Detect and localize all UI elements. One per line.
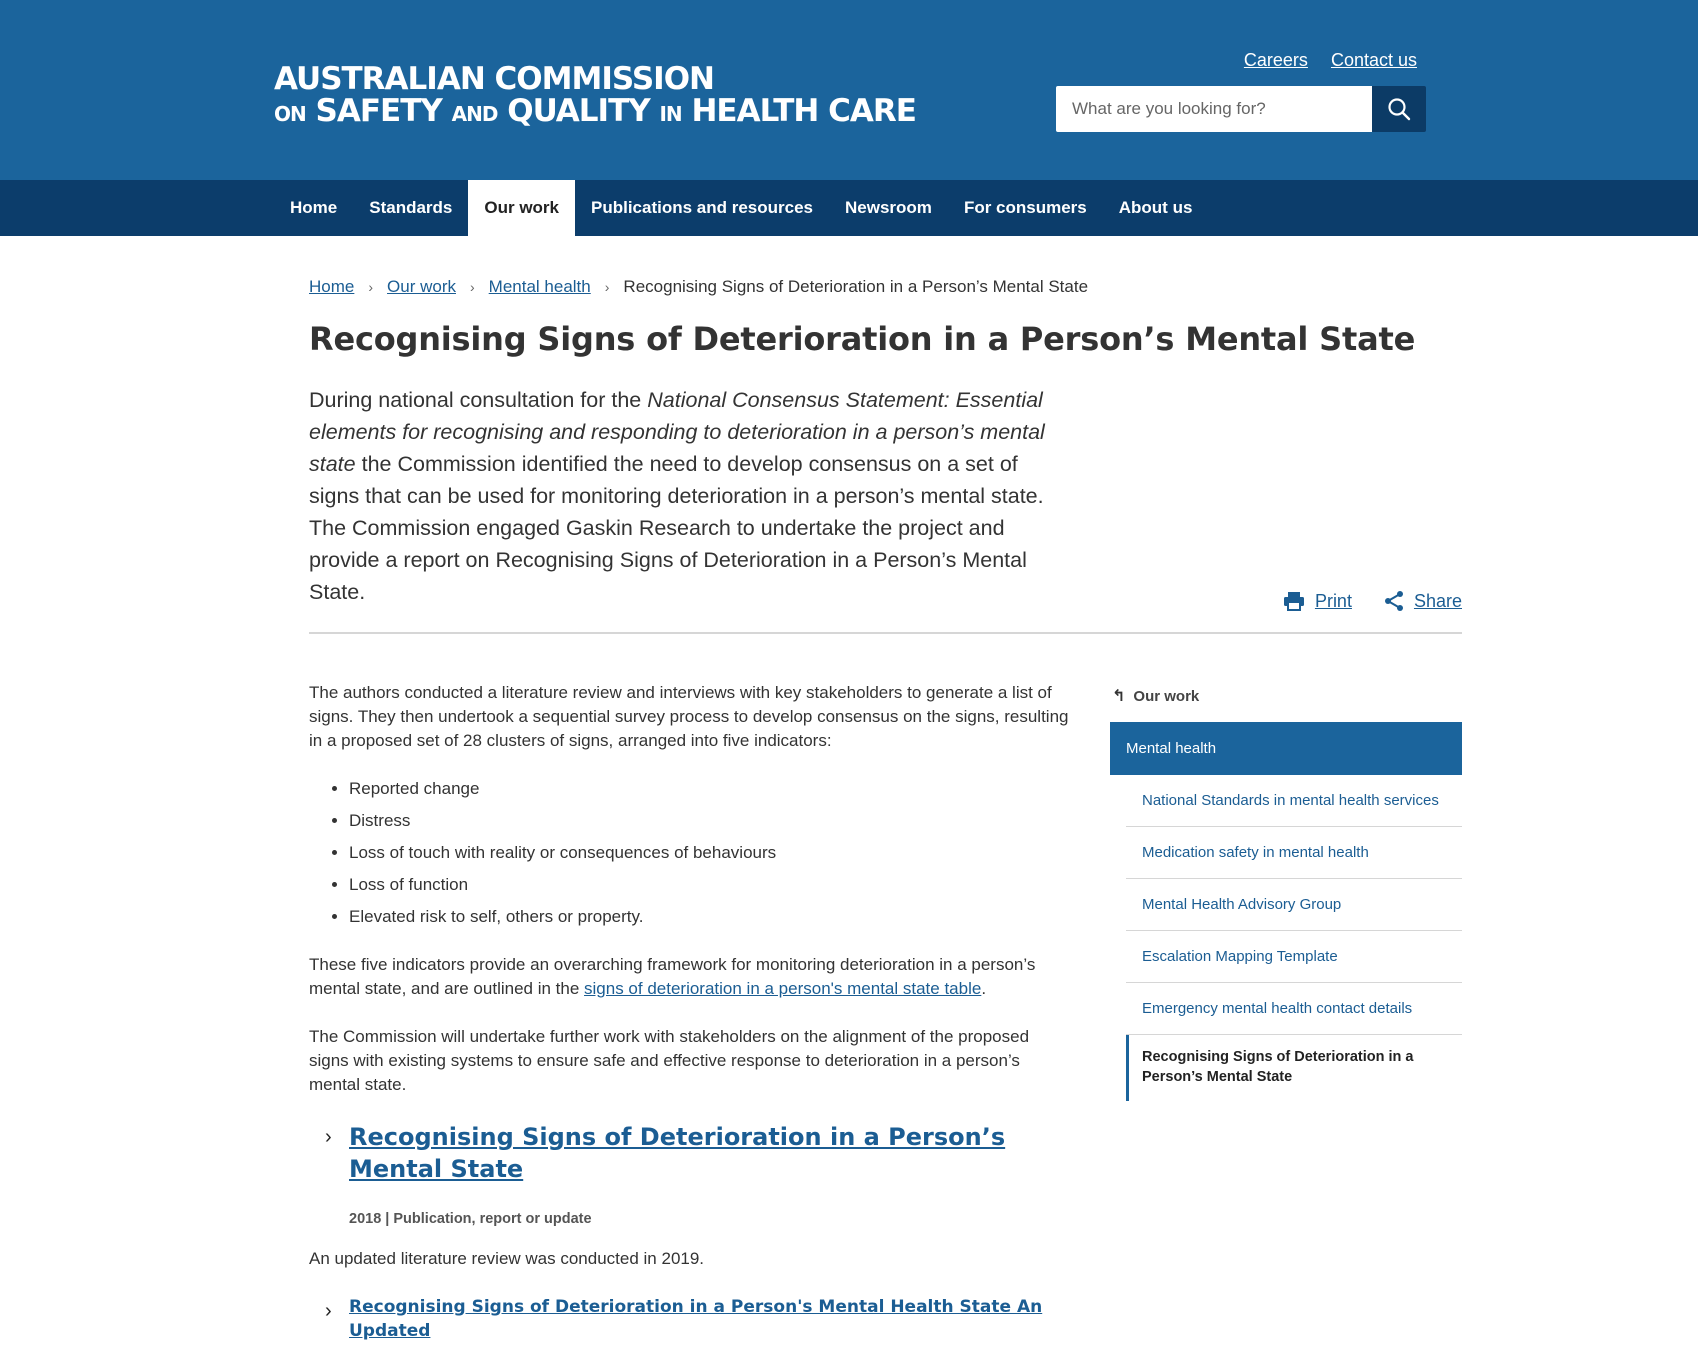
list-item: • Distress xyxy=(349,809,1069,833)
breadcrumb xyxy=(309,277,1088,297)
sidebar-item-mental-health[interactable]: Mental health xyxy=(1110,722,1462,775)
framework-end: . xyxy=(981,979,987,998)
share-link[interactable]: Share xyxy=(1413,590,1462,611)
nav-about-us[interactable]: About us xyxy=(1118,198,1193,217)
site-header xyxy=(0,0,1698,180)
arrow-up-icon: ↰ xyxy=(1112,688,1126,705)
nav-newsroom[interactable]: Newsroom xyxy=(845,198,932,217)
nav-for-consumers[interactable]: For consumers xyxy=(963,198,1087,217)
share-button[interactable] xyxy=(1384,590,1462,612)
chevron-right-icon: › xyxy=(368,279,374,295)
sidebar-parent-link[interactable] xyxy=(1112,684,1462,708)
breadcrumb-our-work[interactable]: Our work xyxy=(387,277,456,296)
sidebar-item-emergency-contacts[interactable]: Emergency mental health contact details xyxy=(1126,983,1462,1035)
page-title: Recognising Signs of Deterioration in a Person’s Mental State xyxy=(309,320,1416,358)
breadcrumb-current: Recognising Signs of Deterioration in a Person’s Mental State xyxy=(623,277,1089,296)
list-item: • Loss of function xyxy=(349,873,1069,897)
search-form xyxy=(1056,86,1426,132)
chevron-right-icon: › xyxy=(470,279,475,295)
publication-link[interactable]: Recognising Signs of Deterioration in a Person's Mental Health State An Updated xyxy=(349,1297,1043,1341)
publication-type: Publication, report or update xyxy=(393,1211,592,1227)
search-input[interactable] xyxy=(1056,86,1372,132)
logo-in: IN xyxy=(659,102,682,126)
lead-paragraph xyxy=(309,384,1069,608)
share-icon xyxy=(1384,590,1404,612)
nav-home[interactable]: Home xyxy=(290,198,338,217)
list-item: • Elevated risk to self, others or property. xyxy=(349,905,1069,929)
meta-separator: | xyxy=(385,1211,390,1227)
search-icon xyxy=(1387,97,1411,121)
print-link[interactable]: Print xyxy=(1314,590,1352,611)
publication-meta xyxy=(349,1207,1069,1231)
main-nav xyxy=(0,180,1698,236)
lead-italic: National Consensus Statement: Essential elements for recognising and responding to deterioration in a person’s mental state xyxy=(309,388,1045,476)
header-links xyxy=(1226,50,1417,71)
publication-item xyxy=(309,1295,1069,1343)
logo-quality: QUALITY xyxy=(507,93,650,129)
sidebar-nav xyxy=(1110,684,1462,1101)
logo-health: HEALTH CARE xyxy=(691,93,916,129)
sidebar-sublist xyxy=(1126,775,1462,1101)
further-work-paragraph: The Commission will undertake further work with stakeholders on the alignment of the proposed signs with existing systems to ensure safe and effective response to deterioration in a person’s mental state. xyxy=(309,1027,1030,1094)
contact-us-link[interactable]: Contact us xyxy=(1330,50,1417,70)
careers-link[interactable]: Careers xyxy=(1243,50,1308,70)
logo-line-1: AUSTRALIAN COMMISSION xyxy=(274,61,714,97)
publication-year: 2018 xyxy=(349,1211,382,1227)
logo-and: AND xyxy=(451,102,498,126)
logo-on: ON xyxy=(274,102,306,126)
chevron-right-icon: › xyxy=(325,1126,332,1148)
nav-publications[interactable]: Publications and resources xyxy=(591,198,814,217)
printer-icon xyxy=(1283,591,1305,611)
chevron-right-icon: › xyxy=(604,279,610,295)
list-item: • Reported change xyxy=(349,777,1069,801)
framework-text: These five indicators provide an overarching framework for monitoring deterioration in a person’s mental state, and are outlined in the xyxy=(309,955,1036,998)
print-button[interactable] xyxy=(1283,591,1352,612)
logo-line-2 xyxy=(274,95,916,130)
list-item: • Loss of touch with reality or consequences of behaviours xyxy=(349,841,1069,865)
sidebar-parent-label: Our work xyxy=(1133,687,1200,705)
nav-our-work[interactable]: Our work xyxy=(468,180,575,236)
site-logo[interactable] xyxy=(274,63,916,130)
main-content xyxy=(309,681,1069,1359)
breadcrumb-home[interactable]: Home xyxy=(309,277,355,296)
chevron-right-icon: › xyxy=(325,1300,332,1322)
lead-end: the Commission identified the need to develop consensus on a set of signs that can be used for monitoring deterioration in a person’s mental state. The Commission engaged Gaskin Research to undertake the project and provide a report on Recognising Signs of Deterioration in a Person’s Mental State. xyxy=(309,452,1044,604)
update-paragraph: An updated literature review was conducted in 2019. xyxy=(309,1249,705,1268)
publication-item xyxy=(309,1121,1069,1231)
sidebar-item-advisory-group[interactable]: Mental Health Advisory Group xyxy=(1126,879,1462,931)
intro-paragraph: The authors conducted a literature review and interviews with key stakeholders to generate a list of signs. They then undertook a sequential survey process to develop consensus on the signs, resulting in a proposed set of 28 clusters of signs, arranged into five indicators: xyxy=(309,683,1069,750)
framework-paragraph xyxy=(309,953,1069,1001)
sidebar-item-current[interactable]: Recognising Signs of Deterioration in a Person’s Mental State xyxy=(1126,1035,1462,1101)
sidebar-item-escalation-mapping[interactable]: Escalation Mapping Template xyxy=(1126,931,1462,983)
signs-table-link[interactable]: signs of deterioration in a person's mental state table xyxy=(584,979,982,998)
lead-start: During national consultation for the xyxy=(309,388,648,412)
print-share-bar xyxy=(1251,590,1462,612)
sidebar-item-national-standards[interactable]: National Standards in mental health services xyxy=(1126,775,1462,827)
publication-link[interactable]: Recognising Signs of Deterioration in a Person’s Mental State xyxy=(349,1123,1006,1183)
indicator-list xyxy=(309,777,1069,929)
breadcrumb-mental-health[interactable]: Mental health xyxy=(488,277,591,296)
sidebar-item-medication-safety[interactable]: Medication safety in mental health xyxy=(1126,827,1462,879)
section-divider xyxy=(309,632,1462,634)
search-button[interactable] xyxy=(1372,86,1426,132)
logo-safety: SAFETY xyxy=(315,93,442,129)
nav-standards[interactable]: Standards xyxy=(369,198,453,217)
